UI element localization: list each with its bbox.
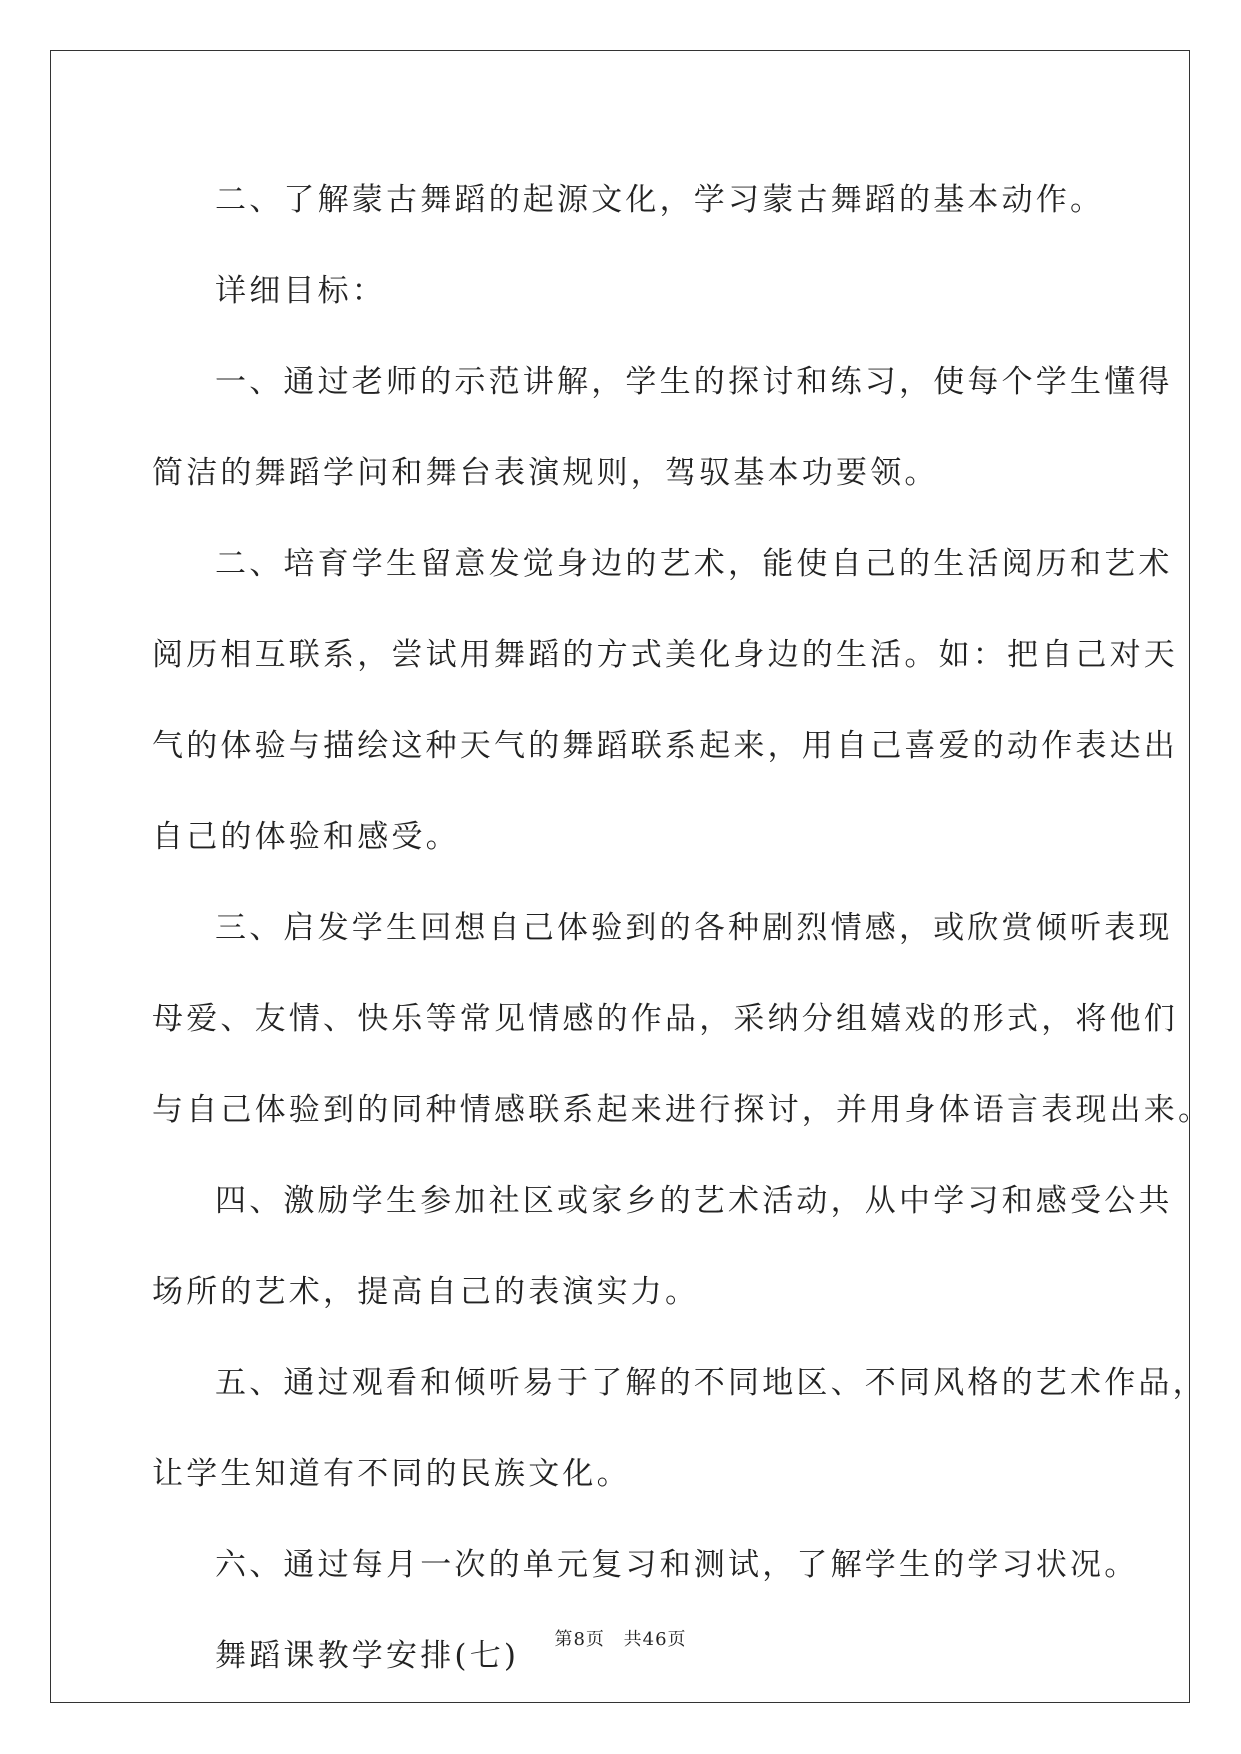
page-number: 第8页 [554, 1629, 605, 1650]
paragraph-line: 气的体验与描绘这种天气的舞蹈联系起来，用自己喜爱的动作表达出 [152, 728, 1178, 764]
paragraph-line: 自己的体验和感受。 [152, 819, 460, 855]
paragraph-line: 二、培育学生留意发觉身边的艺术，能使自己的生活阅历和艺术 [215, 546, 1173, 582]
paragraph-line: 简洁的舞蹈学问和舞台表演规则，驾驭基本功要领。 [152, 455, 939, 491]
paragraph-line: 与自己体验到的同种情感联系起来进行探讨，并用身体语言表现出来。 [152, 1092, 1213, 1128]
paragraph-line: 三、启发学生回想自己体验到的各种剧烈情感，或欣赏倾听表现 [215, 910, 1173, 946]
page-total: 共46页 [623, 1629, 687, 1650]
paragraph-line: 二、了解蒙古舞蹈的起源文化，学习蒙古舞蹈的基本动作。 [215, 182, 1105, 218]
document-body [152, 155, 1213, 1702]
paragraph-line: 一、通过老师的示范讲解，学生的探讨和练习，使每个学生懂得 [215, 364, 1173, 400]
paragraph-line: 母爱、友情、快乐等常见情感的作品，采纳分组嬉戏的形式，将他们 [152, 1001, 1178, 1037]
paragraph-line: 阅历相互联系，尝试用舞蹈的方式美化身边的生活。如：把自己对天 [152, 637, 1178, 673]
paragraph-line: 五、通过观看和倾听易于了解的不同地区、不同风格的艺术作品， [215, 1365, 1207, 1401]
paragraph-line: 让学生知道有不同的民族文化。 [152, 1456, 631, 1492]
section-title: 舞蹈课教学安排(七) [215, 1638, 520, 1674]
paragraph-line: 场所的艺术，提高自己的表演实力。 [152, 1274, 700, 1310]
page-footer [0, 1625, 1241, 1651]
paragraph-line: 六、通过每月一次的单元复习和测试，了解学生的学习状况。 [215, 1547, 1139, 1583]
paragraph-line: 四、激励学生参加社区或家乡的艺术活动，从中学习和感受公共 [215, 1183, 1173, 1219]
section-heading: 详细目标： [215, 273, 386, 309]
